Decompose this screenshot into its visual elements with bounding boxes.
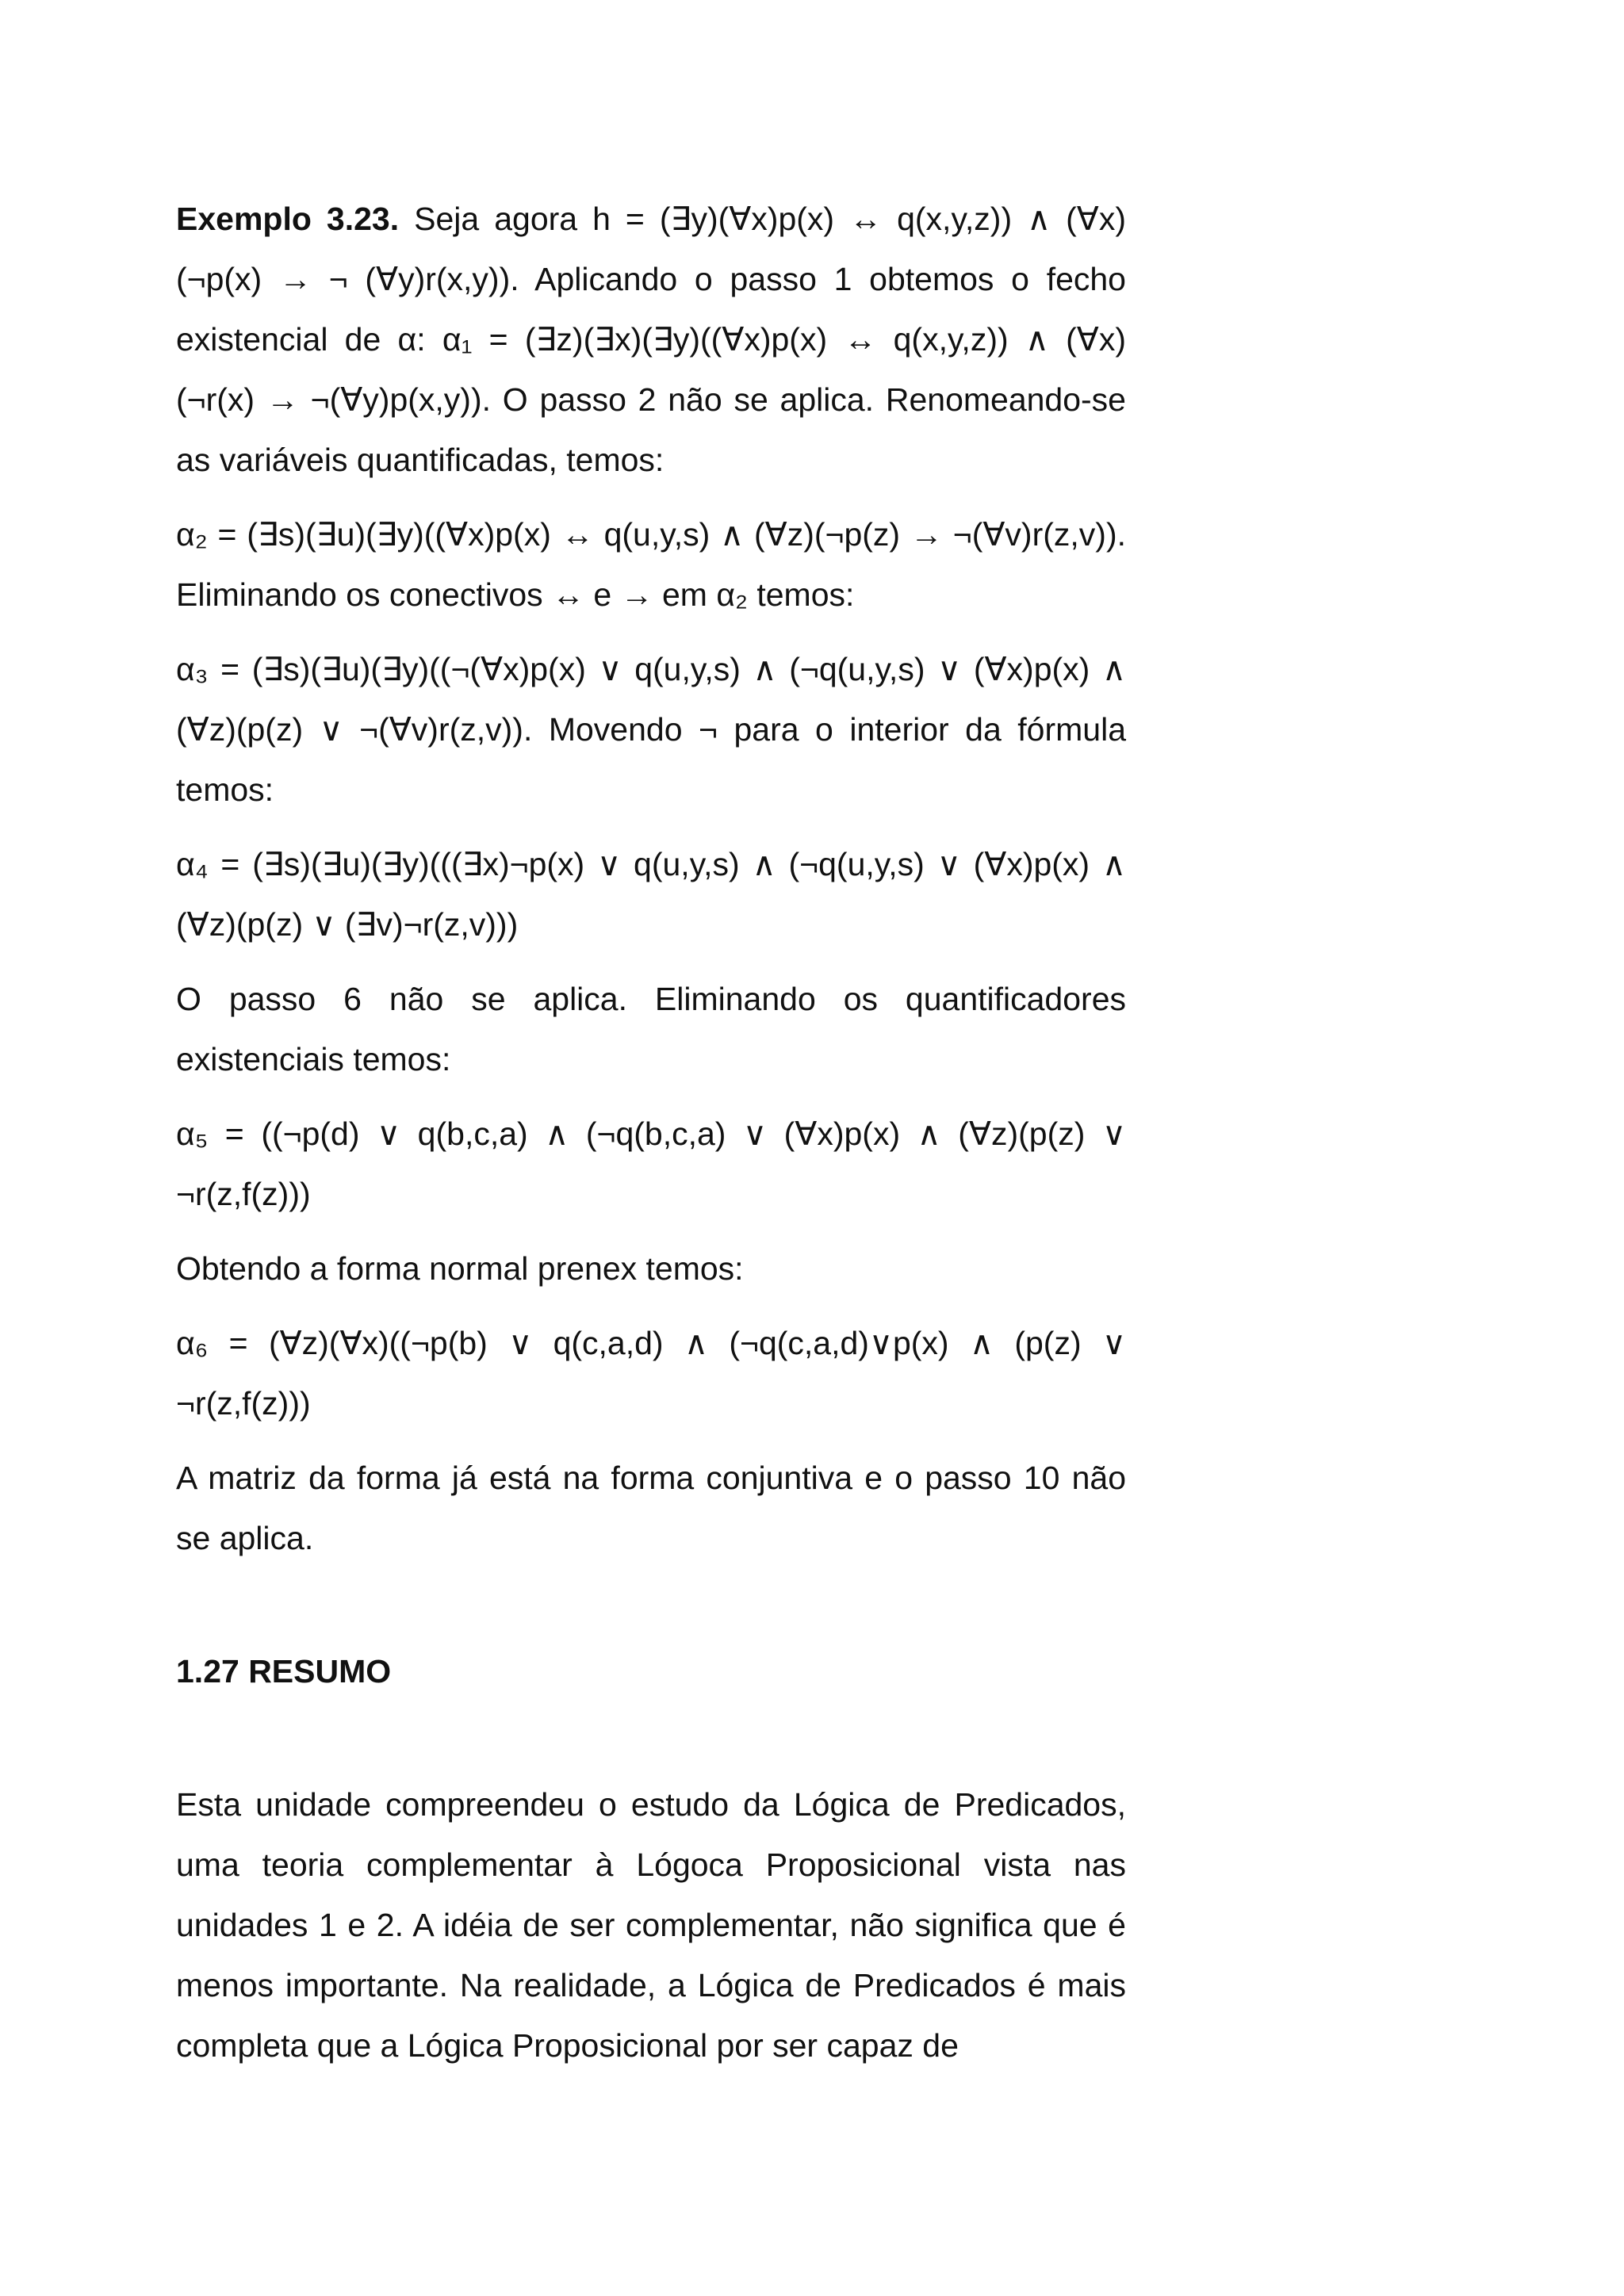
alpha4-formula: α₄ = (∃s)(∃u)(∃y)(((∃x)¬p(x) ∨ q(u,y,s) ∧ (¬q(u,y,s) ∨ (∀x)p(x) ∧ (∀z)(p(z) ∨ (∃v)¬r(z,v))) — [176, 846, 1126, 943]
example-label: Exemplo 3.23. — [176, 201, 400, 237]
document-page — [176, 189, 1126, 2090]
step6-paragraph: O passo 6 não se aplica. Eliminando os quantificadores existenciais temos: — [176, 981, 1126, 1077]
alpha5-formula: α₅ = ((¬p(d) ∨ q(b,c,a) ∧ (¬q(b,c,a) ∨ (∀x)p(x) ∧ (∀z)(p(z) ∨ ¬r(z,f(z))) — [176, 1115, 1126, 1212]
summary-paragraph: Esta unidade compreendeu o estudo da Lógica de Predicados, uma teoria complementar à Lógoca Proposicional vista nas unidades 1 e 2. A idéia de ser complementar, não significa que é menos importante. Na realidade, a Lógica de Predicados é mais completa que a Lógica Proposicional por ser capaz de — [176, 1786, 1126, 2064]
alpha2-formula: α₂ = (∃s)(∃u)(∃y)((∀x)p(x) ↔ q(u,y,s) ∧ (∀z)(¬p(z) → ¬(∀v)r(z,v)). Eliminando os conectivos ↔ e → em α₂ temos: — [176, 516, 1126, 613]
example-text: Seja agora h = (∃y)(∀x)p(x) ↔ q(x,y,z)) ∧ (∀x)(¬p(x) → ¬ (∀y)r(x,y)). Aplicando o passo 1 obtemos o fecho existencial de α: α₁ = (∃z)(∃x)(∃y)((∀x)p(x) ↔ q(x,y,z)) ∧ (∀x)(¬r(x) → ¬(∀y)p(x,y)). O passo 2 não se aplica. Renomeando-se as variáveis quantificadas, temos: — [176, 201, 1127, 478]
section-heading: 1.27 RESUMO — [176, 1653, 392, 1689]
matrix-paragraph: A matriz da forma já está na forma conjuntiva e o passo 10 não se aplica. — [176, 1460, 1126, 1556]
example-paragraph — [176, 189, 1126, 490]
alpha6-formula: α₆ = (∀z)(∀x)((¬p(b) ∨ q(c,a,d) ∧ (¬q(c,a,d)∨p(x) ∧ (p(z) ∨ ¬r(z,f(z))) — [176, 1325, 1126, 1422]
alpha3-formula: α₃ = (∃s)(∃u)(∃y)((¬(∀x)p(x) ∨ q(u,y,s) ∧ (¬q(u,y,s) ∨ (∀x)p(x) ∧ (∀z)(p(z) ∨ ¬(∀v)r(z,v)). Movendo ¬ para o interior da fórmula temos: — [176, 651, 1126, 808]
prenex-paragraph: Obtendo a forma normal prenex temos: — [176, 1250, 744, 1287]
